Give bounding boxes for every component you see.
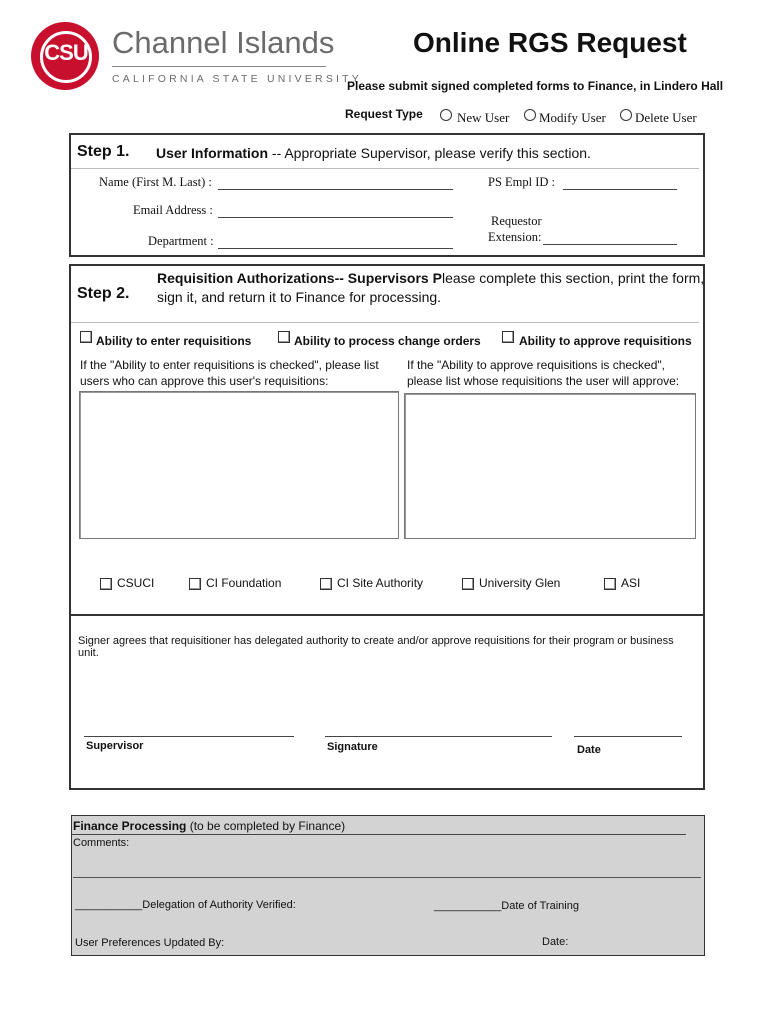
step1-divider	[71, 168, 699, 169]
radio-delete-user-label: Delete User	[635, 110, 697, 125]
finance-date-label: Date:	[542, 936, 569, 948]
step2-heading	[157, 270, 704, 286]
brand-name: Channel Islands	[112, 25, 335, 60]
step2-divider	[71, 322, 699, 323]
finance-section	[71, 815, 705, 956]
step1-heading-bold: User Information	[156, 145, 269, 161]
radio-modify-user[interactable]	[524, 109, 536, 121]
step1-label: Step 1.	[77, 143, 130, 160]
signature-line[interactable]	[325, 736, 552, 737]
supervisor-line[interactable]	[84, 736, 294, 737]
checkbox-ci-site-authority[interactable]	[320, 578, 332, 590]
university-glen-label: University Glen	[479, 576, 561, 590]
radio-modify-user-label: Modify User	[539, 110, 606, 125]
comments-field[interactable]	[73, 877, 701, 878]
extension-field[interactable]	[543, 244, 677, 245]
brand-divider	[112, 66, 326, 67]
csu-logo-initials: CSU	[44, 40, 88, 65]
step2-heading-bold: Requisition Authorizations-- Supervisors P	[157, 270, 442, 286]
radio-new-user[interactable]	[440, 109, 452, 121]
csuci-label: CSUCI	[117, 576, 155, 590]
finance-heading-bold: Finance Processing	[73, 819, 187, 833]
approve-requisitions-label: Ability to approve requisitions	[519, 334, 692, 348]
approvers-textarea[interactable]	[79, 391, 399, 539]
email-field[interactable]	[218, 217, 453, 218]
checkbox-csuci[interactable]	[100, 578, 112, 590]
training-label: Date of Training	[501, 900, 579, 912]
delegation-verified	[75, 899, 296, 911]
finance-heading-rest: (to be completed by Finance)	[186, 819, 346, 833]
step1-heading	[156, 145, 591, 161]
extension-label: Extension:	[488, 230, 542, 244]
enter-requisitions-label: Ability to enter requisitions	[96, 334, 252, 348]
requestor-label: Requestor	[491, 214, 542, 228]
asi-label: ASI	[621, 576, 641, 590]
step2-heading-rest: lease complete this section, print the form,	[441, 270, 705, 286]
step1-heading-rest: -- Appropriate Supervisor, please verify this section.	[268, 145, 591, 161]
checkbox-university-glen[interactable]	[462, 578, 474, 590]
department-label: Department :	[148, 234, 214, 248]
signature-label: Signature	[327, 741, 378, 753]
delegation-label: Delegation of Authority Verified:	[142, 899, 296, 911]
approvees-textarea[interactable]	[404, 393, 696, 539]
process-change-orders-label: Ability to process change orders	[294, 334, 481, 348]
supervisor-label: Supervisor	[86, 740, 144, 752]
finance-heading-rule	[71, 834, 686, 835]
agreement-text: Signer agrees that requisitioner has delegated authority to create and/or approve requisitions for their program or business unit.	[78, 635, 674, 659]
ps-empl-field[interactable]	[563, 189, 677, 190]
department-field[interactable]	[218, 248, 453, 249]
request-type-label: Request Type	[345, 107, 423, 121]
enter-requisitions-note: If the "Ability to enter requisitions is checked", please list users who can approve this user's requisitions:	[80, 358, 379, 388]
submit-note: Please submit signed completed forms to Finance, in Lindero Hall	[347, 79, 724, 93]
checkbox-enter-requisitions[interactable]	[80, 331, 92, 343]
ci-site-authority-label: CI Site Authority	[337, 576, 424, 590]
step2-label: Step 2.	[77, 285, 130, 302]
checkbox-ci-foundation[interactable]	[189, 578, 201, 590]
training-line[interactable]: ___________	[434, 900, 502, 912]
checkbox-asi[interactable]	[604, 578, 616, 590]
date-of-training	[434, 900, 579, 912]
date-line[interactable]	[574, 736, 682, 737]
date-label: Date	[577, 744, 601, 756]
email-label: Email Address :	[133, 203, 213, 217]
step2-heading-line2: sign it, and return it to Finance for processing.	[157, 289, 442, 305]
radio-new-user-label: New User	[457, 110, 510, 125]
ci-foundation-label: CI Foundation	[206, 576, 282, 590]
checkbox-process-change-orders[interactable]	[278, 331, 290, 343]
approve-requisitions-note: If the "Ability to approve requisitions is checked", please list whose requisitions the user will approve:	[407, 358, 680, 388]
preferences-updated-label: User Preferences Updated By:	[75, 937, 225, 949]
name-field[interactable]	[218, 189, 453, 190]
brand-subtitle: CALIFORNIA STATE UNIVERSITY	[112, 73, 362, 85]
name-label: Name (First M. Last) :	[99, 175, 212, 189]
comments-label: Comments:	[73, 837, 130, 849]
ps-empl-label: PS Empl ID :	[488, 175, 556, 189]
radio-delete-user[interactable]	[620, 109, 632, 121]
finance-heading	[73, 819, 345, 833]
checkbox-approve-requisitions[interactable]	[502, 331, 514, 343]
delegation-line[interactable]: ___________	[75, 899, 143, 911]
page-title: Online RGS Request	[413, 27, 687, 58]
